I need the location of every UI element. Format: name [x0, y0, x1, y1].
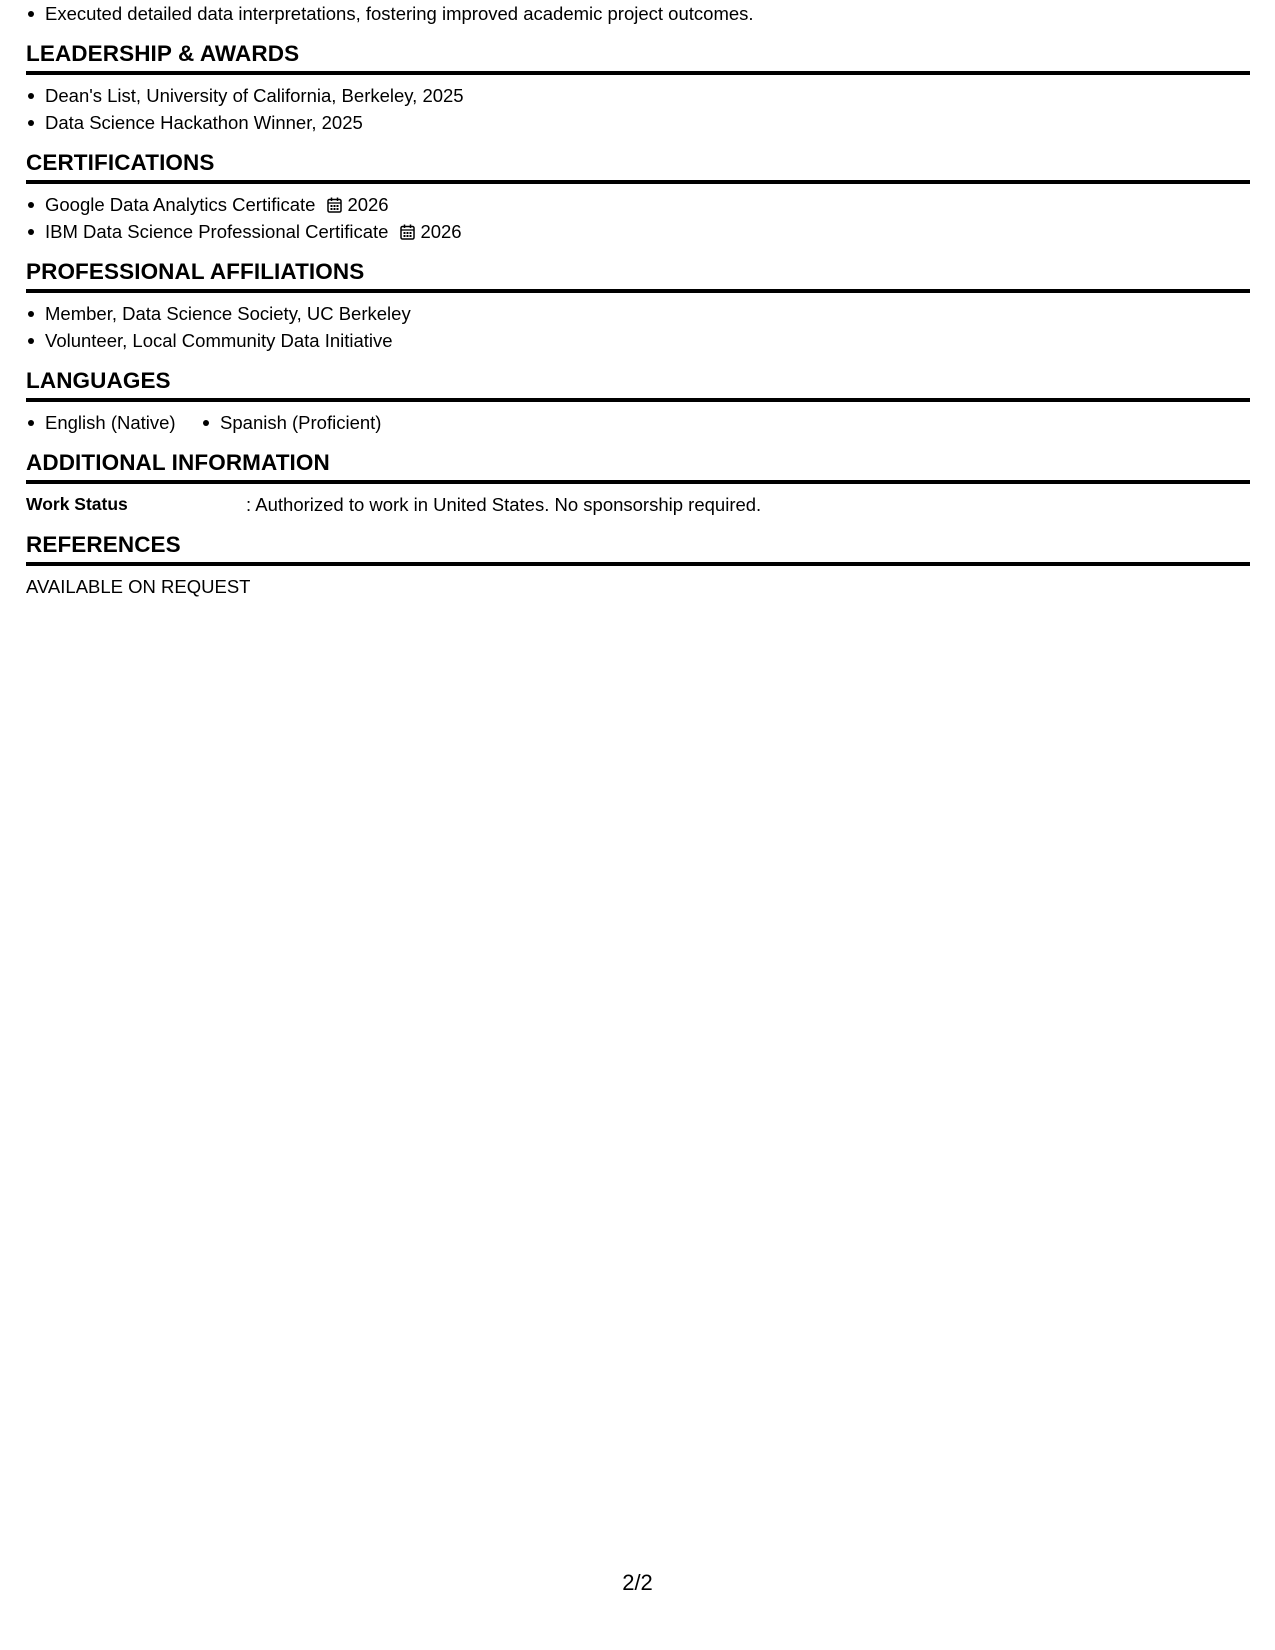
references-text: AVAILABLE ON REQUEST: [26, 576, 251, 597]
affiliations-list: [26, 300, 1250, 354]
certification-year: 2026: [347, 194, 389, 215]
certification-name: IBM Data Science Professional Certificate: [45, 221, 389, 242]
languages-list: [26, 409, 1250, 436]
list-item: Member, Data Science Society, UC Berkeley: [45, 300, 1250, 327]
section-title: REFERENCES: [26, 531, 1250, 566]
calendar-icon: [327, 197, 342, 213]
section-title: ADDITIONAL INFORMATION: [26, 449, 1250, 484]
list-item: Executed detailed data interpretations, fostering improved academic project outcomes.: [45, 0, 1250, 27]
additional-info-section: [26, 449, 1250, 518]
affiliations-section: [26, 258, 1250, 354]
certifications-section: [26, 149, 1250, 245]
languages-section: [26, 367, 1250, 436]
page-number: 2/2: [622, 1570, 653, 1595]
list-item: Data Science Hackathon Winner, 2025: [45, 109, 1250, 136]
info-row: [26, 491, 1250, 518]
list-item: [45, 218, 1250, 245]
certification-name: Google Data Analytics Certificate: [45, 194, 316, 215]
calendar-icon: [400, 224, 415, 240]
resume-page: [26, 0, 1250, 600]
leadership-list: [26, 82, 1250, 136]
certifications-list: [26, 191, 1250, 245]
additional-info-body: [26, 491, 1250, 518]
certification-year: 2026: [420, 221, 462, 242]
list-item: Volunteer, Local Community Data Initiative: [45, 327, 1250, 354]
section-title: LEADERSHIP & AWARDS: [26, 40, 1250, 75]
list-item: [45, 191, 1250, 218]
list-item: Spanish (Proficient): [220, 409, 381, 436]
section-title: PROFESSIONAL AFFILIATIONS: [26, 258, 1250, 293]
info-key: Work Status: [26, 494, 128, 514]
section-title: CERTIFICATIONS: [26, 149, 1250, 184]
section-title: LANGUAGES: [26, 367, 1250, 402]
info-value: : Authorized to work in United States. No sponsorship required.: [246, 494, 762, 515]
list-item: English (Native): [45, 409, 176, 436]
leadership-section: [26, 40, 1250, 136]
experience-continued-list: [26, 0, 1250, 27]
list-item: Dean's List, University of California, Berkeley, 2025: [45, 82, 1250, 109]
references-section: [26, 531, 1250, 600]
